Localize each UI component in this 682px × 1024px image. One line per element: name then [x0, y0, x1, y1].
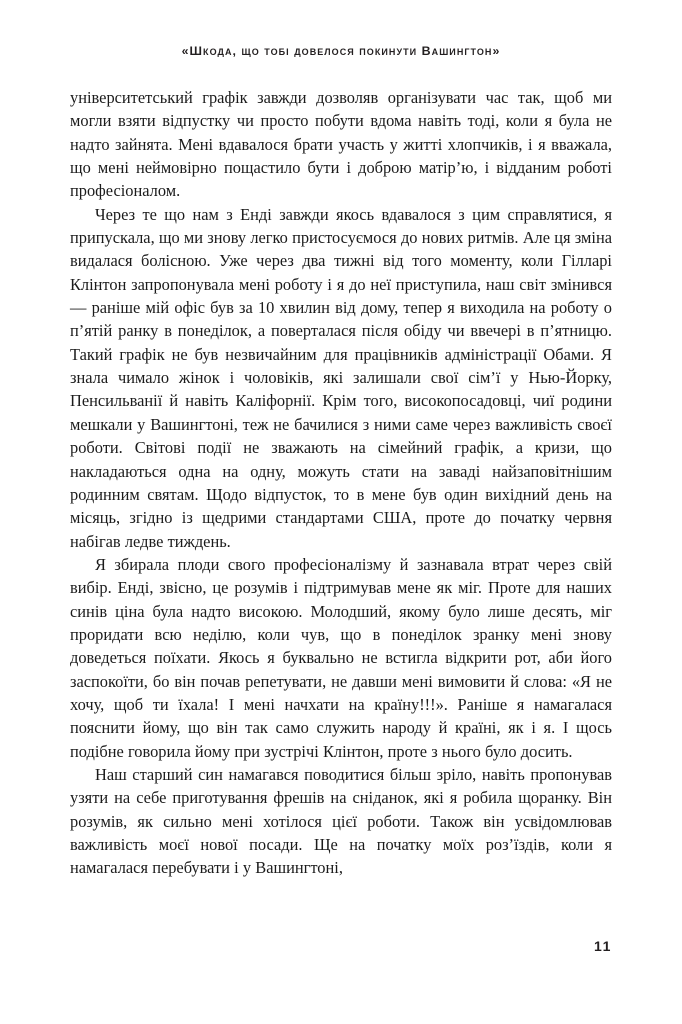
paragraph-1: університетський графік завжди дозволяв організувати час так, щоб ми могли взяти відпустку чи просто побути вдома навіть тоді, коли я була не надто зайнята. Мені вдавалося брати участь у житті хлопчиків, і я вважала, що мені неймовірно пощастило бути і доброю матір’ю, і відданим роботі професіоналом.: [70, 88, 612, 201]
paragraph-4: Наш старший син намагався поводитися більш зріло, навіть пропонував узяти на себе приготування фрешів на сніданок, які я робила щоранку. Він розумів, як сильно мені хотілося цієї роботи. Також він усвідомлював важливість моєї нової посади. Ще на початку моїх роз’їздів, коли я намагалася перебувати і у Вашингтоні,: [70, 764, 612, 878]
running-head: [70, 44, 612, 58]
body-text-block: [70, 86, 612, 880]
running-head-text: «Шкода, що тобі довелося покинути Вашингтон»: [181, 44, 501, 58]
paragraph-2: Через те що нам з Енді завжди якось вдавалося з цим справлятися, я припускала, що ми знову легко пристосуємося до нових ритмів. Але ця зміна видалася болісною. Уже через два тижні від того моменту, коли Гілларі Клінтон запропонувала мені роботу і я до неї приступила, наш світ змінився — раніше мій офіс був за 10 хвилин від дому, тепер я виходила на роботу о п’ятій ранку в понеділок, а поверталася після обіду чи ввечері в п’ятницю. Такий графік не був незвичайним для працівників адміністрації Обами. Я знала чимало жінок і чоловіків, які залишали свої сім’ї у Нью-Йорку, Пенсильванії й навіть Каліфорнії. Крім того, високопосадовці, чиї родини мешкали у Вашингтоні, теж не бачилися з ними саме через важливість своєї роботи. Світові події не зважають на сімейний графік, а кризи, що накладаються одна на одну, можуть стати на заваді найзаповітнішим родинним святам. Щодо відпусток, то в мене був один вихідний день на місяць, згідно із щедрими стандартами США, проте до початку червня набігав ледве тиждень.: [70, 204, 612, 551]
paragraph-3: Я збирала плоди свого професіоналізму й зазнавала втрат через свій вибір. Енді, звісно, це розумів і підтримував мене як міг. Проте для наших синів ціна була надто високою. Молодший, якому було лише десять, міг проридати всю неділю, коли чув, що в понеділок зранку мені знову доведеться поїхати. Якось я буквально не встигла відкрити рот, аби його заспокоїти, бо він почав репетувати, не давши мені вимовити й слова: «Я не хочу, щоб ти їхала! І мені начхати на країну!!!». Раніше я намагалася пояснити йому, що він так само служить народу й країні, як і я. І щось подібне говорила йому при зустрічі Клінтон, проте з нього було досить.: [70, 554, 612, 761]
page-number: 11: [594, 938, 612, 954]
